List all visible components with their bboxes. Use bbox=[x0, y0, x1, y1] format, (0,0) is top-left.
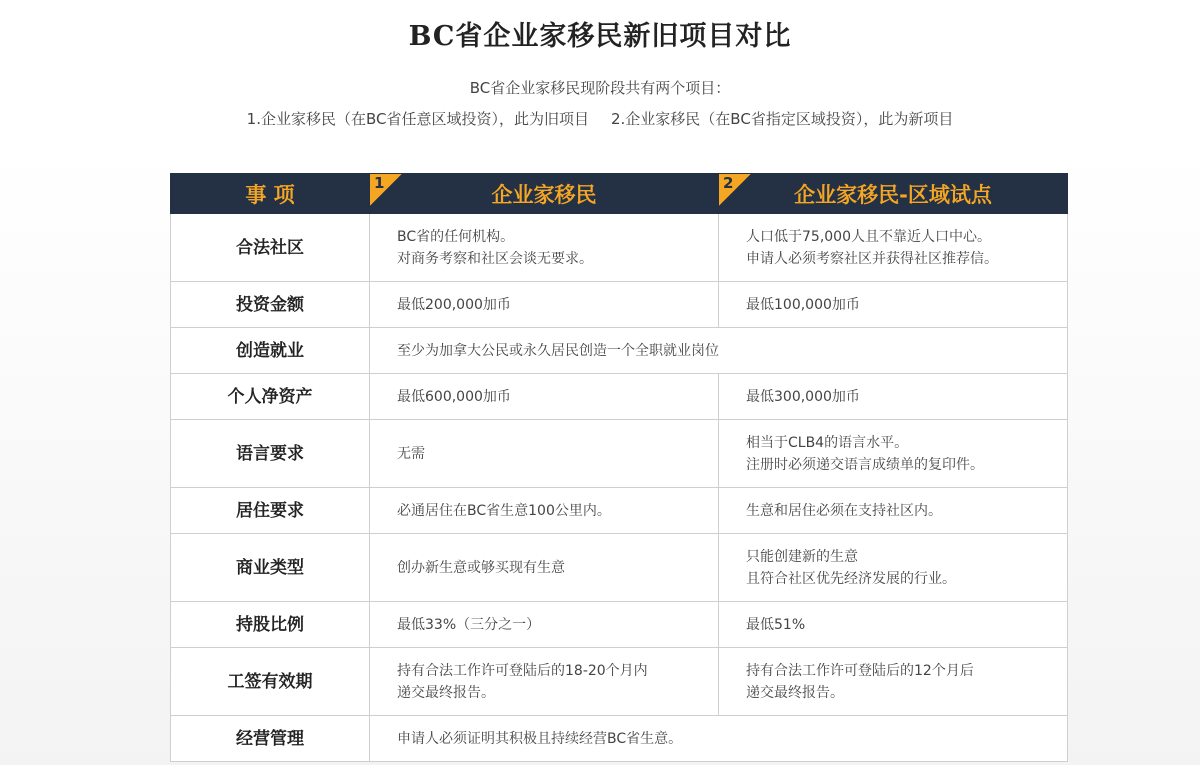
intro-items bbox=[0, 108, 1200, 129]
page-title: BC省企业家移民新旧项目对比 bbox=[408, 21, 792, 52]
row-label: 工签有效期 bbox=[171, 648, 370, 716]
row-label: 经营管理 bbox=[171, 716, 370, 762]
cell-old: 无需 bbox=[370, 420, 719, 488]
header-item: 事 项 bbox=[171, 174, 370, 214]
cell-old: 持有合法工作许可登陆后的18-20个月内 递交最终报告。 bbox=[370, 648, 719, 716]
row-label: 商业类型 bbox=[171, 534, 370, 602]
table-row bbox=[171, 214, 1068, 282]
table-row bbox=[171, 420, 1068, 488]
cell-old: 最低600,000加币 bbox=[370, 374, 719, 420]
number-badge: 2 bbox=[719, 174, 751, 206]
number-badge: 1 bbox=[370, 174, 402, 206]
cell-new: 生意和居住必须在支持社区内。 bbox=[719, 488, 1068, 534]
header-new-program: 2 企业家移民-区域试点 bbox=[719, 174, 1068, 214]
row-label: 投资金额 bbox=[171, 282, 370, 328]
intro-item-new: 2.企业家移民（在BC省指定区域投资），此为新项目 bbox=[611, 110, 954, 128]
cell-new: 最低51% bbox=[719, 602, 1068, 648]
cell-new: 只能创建新的生意 且符合社区优先经济发展的行业。 bbox=[719, 534, 1068, 602]
cell-old: BC省的任何机构。 对商务考察和社区会谈无要求。 bbox=[370, 214, 719, 282]
comparison-table bbox=[170, 173, 1068, 762]
row-label: 个人净资产 bbox=[171, 374, 370, 420]
intro-item-old: 1.企业家移民（在BC省任意区域投资），此为旧项目 bbox=[246, 110, 589, 128]
table-row bbox=[171, 648, 1068, 716]
table-row bbox=[171, 282, 1068, 328]
cell-new: 相当于CLB4的语言水平。 注册时必须递交语言成绩单的复印件。 bbox=[719, 420, 1068, 488]
table-row bbox=[171, 716, 1068, 762]
table-header-row bbox=[171, 174, 1068, 214]
cell-new: 最低300,000加币 bbox=[719, 374, 1068, 420]
cell-new: 最低100,000加币 bbox=[719, 282, 1068, 328]
header-old-program: 1 企业家移民 bbox=[370, 174, 719, 214]
cell-old: 最低200,000加币 bbox=[370, 282, 719, 328]
table-row bbox=[171, 488, 1068, 534]
cell-new: 人口低于75,000人且不靠近人口中心。 申请人必须考察社区并获得社区推荐信。 bbox=[719, 214, 1068, 282]
row-label: 创造就业 bbox=[171, 328, 370, 374]
table-row bbox=[171, 534, 1068, 602]
cell-new: 持有合法工作许可登陆后的12个月后 递交最终报告。 bbox=[719, 648, 1068, 716]
cell-old: 创办新生意或够买现有生意 bbox=[370, 534, 719, 602]
cell-old: 必通居住在BC省生意100公里内。 bbox=[370, 488, 719, 534]
row-label: 合法社区 bbox=[171, 214, 370, 282]
row-label: 语言要求 bbox=[171, 420, 370, 488]
row-label: 持股比例 bbox=[171, 602, 370, 648]
cell-shared: 申请人必须证明其积极且持续经营BC省生意。 bbox=[370, 716, 1068, 762]
cell-shared: 至少为加拿大公民或永久居民创造一个全职就业岗位 bbox=[370, 328, 1068, 374]
cell-old: 最低33%（三分之一） bbox=[370, 602, 719, 648]
row-label: 居住要求 bbox=[171, 488, 370, 534]
table-row bbox=[171, 374, 1068, 420]
table-row bbox=[171, 602, 1068, 648]
intro-text: BC省企业家移民现阶段共有两个项目： bbox=[469, 79, 731, 97]
table-row bbox=[171, 328, 1068, 374]
